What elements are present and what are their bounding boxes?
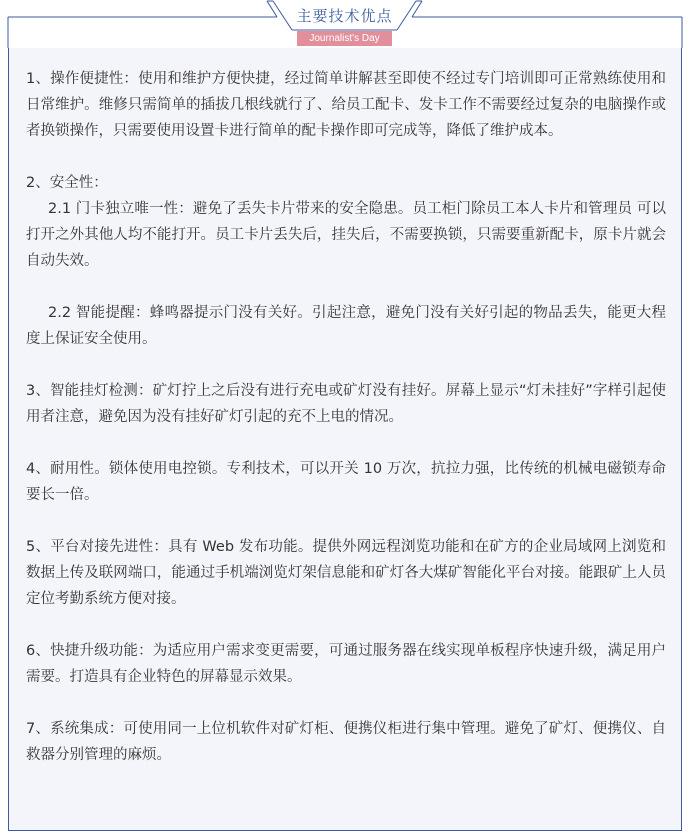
item-operation-convenience: 1、操作便捷性：使用和维护方便快捷，经过简单讲解甚至即使不经过专门培训即可正常熟练使用和日常维护。维修只需简单的插拔几根线就行了、给员工配卡、发卡工作不需要经过复杂的电脑操作或者换锁操作，只需要使用设置卡进行简单的配卡操作即可完成等，降低了维护成本。	[26, 71, 666, 139]
item-security-reminder: 2.2 智能提醒：蜂鸣器提示门没有关好。引起注意，避免门没有关好引起的物品丢失，能更大程度上保证安全使用。	[26, 305, 666, 347]
item-quick-upgrade: 6、快捷升级功能：为适应用户需求变更需要，可通过服务器在线实现单板程序快速升级，满足用户需要。打造具有企业特色的屏幕显示效果。	[26, 643, 666, 685]
item-security-door-card: 2.1 门卡独立唯一性：避免了丢失卡片带来的安全隐患。员工柜门除员工本人卡片和管理员 可以打开之外其他人均不能打开。员工卡片丢失后，挂失后，不需要换锁，只需要重新配卡，原卡片就会自动失效。	[26, 201, 666, 269]
item-lamp-detection: 3、智能挂灯检测：矿灯拧上之后没有进行充电或矿灯没有挂好。屏幕上显示“灯未挂好”字样引起使用者注意，避免因为没有挂好矿灯引起的充不上电的情况。	[26, 383, 666, 425]
page-title: 主要技术优点	[296, 7, 393, 25]
item-durability: 4、耐用性。锁体使用电控锁。专利技术，可以开关 10 万次，抗拉力强，比传统的机械电磁锁寿命要长一倍。	[26, 461, 666, 503]
item-system-integration: 7、系统集成：可使用同一上位机软件对矿灯柜、便携仪柜进行集中管理。避免了矿灯、便携仪、自救器分别管理的麻烦。	[26, 721, 666, 763]
journalist-day-badge: Journalist's Day	[297, 31, 392, 46]
item-security-title: 2、安全性：	[26, 175, 108, 191]
item-platform-integration: 5、平台对接先进性：具有 Web 发布功能。提供外网远程浏览功能和在矿方的企业局域网上浏览和数据上传及联网端口，能通过手机端浏览灯架信息能和矿灯各大煤矿智能化平台对接。能跟矿上人员定位考勤系统方便对接。	[26, 539, 666, 607]
advantages-list	[26, 66, 666, 794]
section-header	[0, 0, 689, 48]
